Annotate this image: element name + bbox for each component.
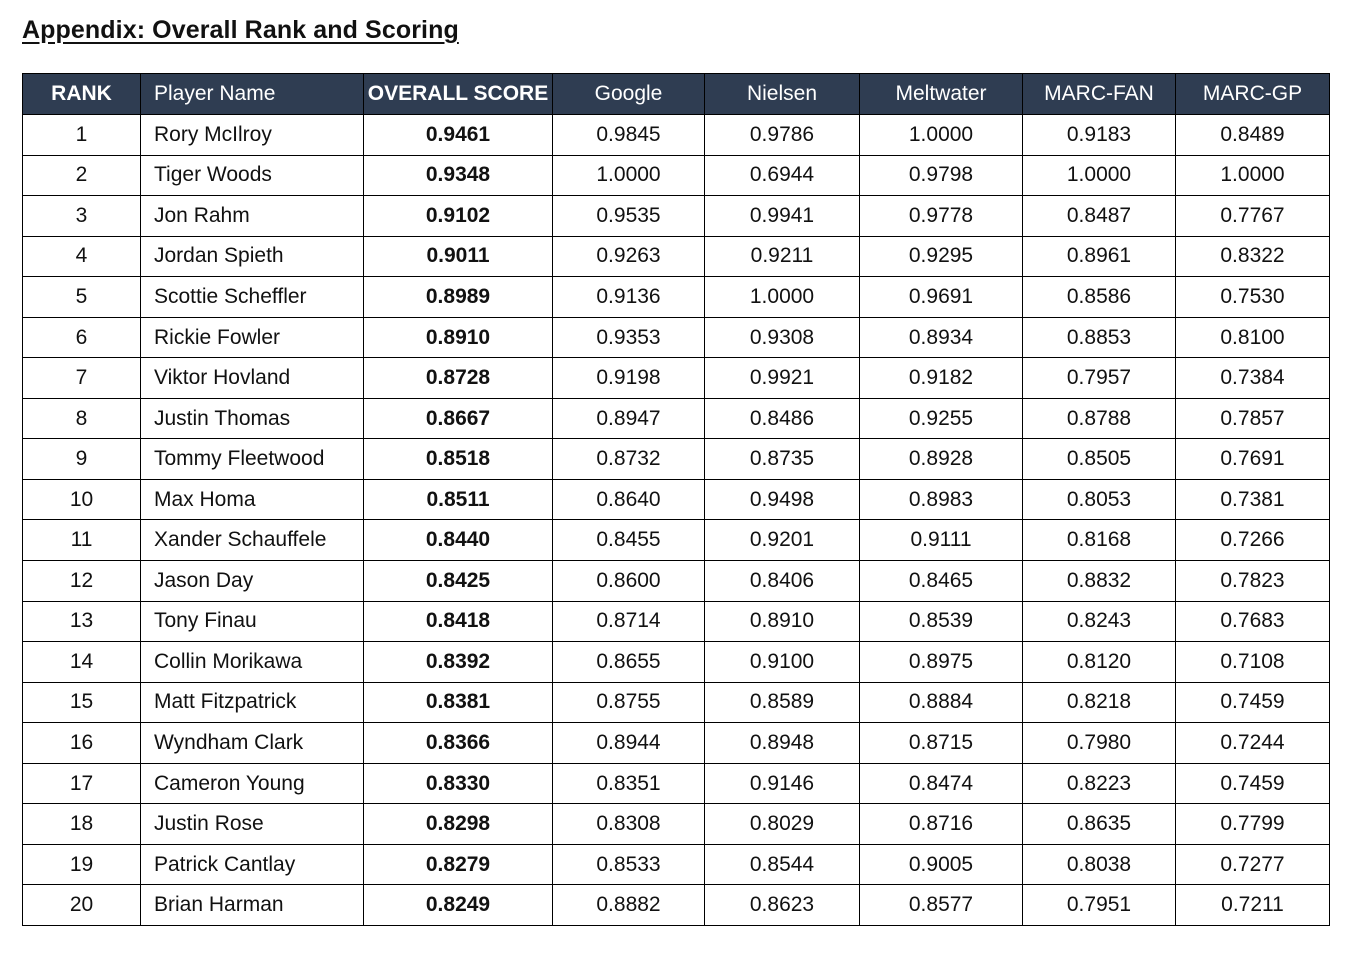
overall-score-cell: 0.8728 [364,358,553,399]
marc-gp-score-cell: 0.7857 [1176,398,1330,439]
meltwater-score-cell: 0.8577 [860,885,1023,926]
marc-fan-score-cell: 1.0000 [1023,155,1176,196]
rank-cell: 6 [23,317,141,358]
header-google: Google [553,74,705,115]
overall-score-cell: 0.9348 [364,155,553,196]
overall-score-cell: 0.8392 [364,642,553,683]
marc-fan-score-cell: 0.8243 [1023,601,1176,642]
table-row [23,317,1330,358]
player-name-cell: Justin Rose [141,804,364,845]
meltwater-score-cell: 0.9111 [860,520,1023,561]
table-row [23,155,1330,196]
header-player-name: Player Name [141,74,364,115]
header-overall-score: OVERALL SCORE [364,74,553,115]
player-name-cell: Jon Rahm [141,196,364,237]
marc-fan-score-cell: 0.8788 [1023,398,1176,439]
rank-cell: 11 [23,520,141,561]
google-score-cell: 0.8308 [553,804,705,845]
marc-fan-score-cell: 0.8853 [1023,317,1176,358]
player-name-cell: Justin Thomas [141,398,364,439]
overall-score-cell: 0.8279 [364,844,553,885]
table-header [23,74,1330,115]
header-marc-fan: MARC-FAN [1023,74,1176,115]
rank-cell: 18 [23,804,141,845]
meltwater-score-cell: 0.9182 [860,358,1023,399]
overall-score-cell: 0.8910 [364,317,553,358]
google-score-cell: 0.8947 [553,398,705,439]
marc-fan-score-cell: 0.7951 [1023,885,1176,926]
marc-fan-score-cell: 0.8487 [1023,196,1176,237]
marc-fan-score-cell: 0.8635 [1023,804,1176,845]
nielsen-score-cell: 0.9146 [705,763,860,804]
header-nielsen: Nielsen [705,74,860,115]
rank-cell: 10 [23,479,141,520]
player-name-cell: Cameron Young [141,763,364,804]
rank-cell: 7 [23,358,141,399]
overall-score-cell: 0.8989 [364,277,553,318]
table-row [23,844,1330,885]
marc-fan-score-cell: 0.8038 [1023,844,1176,885]
meltwater-score-cell: 0.8884 [860,682,1023,723]
marc-gp-score-cell: 0.7381 [1176,479,1330,520]
nielsen-score-cell: 0.8406 [705,561,860,602]
nielsen-score-cell: 0.9941 [705,196,860,237]
overall-score-cell: 0.9102 [364,196,553,237]
table-row [23,601,1330,642]
marc-gp-score-cell: 0.7530 [1176,277,1330,318]
table-row [23,358,1330,399]
marc-fan-score-cell: 0.8120 [1023,642,1176,683]
overall-score-cell: 0.8330 [364,763,553,804]
player-name-cell: Tommy Fleetwood [141,439,364,480]
table-row [23,723,1330,764]
meltwater-score-cell: 0.9778 [860,196,1023,237]
google-score-cell: 1.0000 [553,155,705,196]
table-row [23,236,1330,277]
google-score-cell: 0.8455 [553,520,705,561]
table-row [23,763,1330,804]
google-score-cell: 0.8732 [553,439,705,480]
player-name-cell: Scottie Scheffler [141,277,364,318]
google-score-cell: 0.9136 [553,277,705,318]
rank-cell: 3 [23,196,141,237]
meltwater-score-cell: 0.9005 [860,844,1023,885]
player-name-cell: Tony Finau [141,601,364,642]
nielsen-score-cell: 0.8544 [705,844,860,885]
player-name-cell: Viktor Hovland [141,358,364,399]
overall-score-cell: 0.8381 [364,682,553,723]
marc-gp-score-cell: 0.7691 [1176,439,1330,480]
marc-gp-score-cell: 0.7277 [1176,844,1330,885]
rank-cell: 8 [23,398,141,439]
table-row [23,277,1330,318]
marc-gp-score-cell: 0.7108 [1176,642,1330,683]
nielsen-score-cell: 0.9308 [705,317,860,358]
overall-score-cell: 0.9461 [364,115,553,156]
nielsen-score-cell: 0.9786 [705,115,860,156]
google-score-cell: 0.8714 [553,601,705,642]
nielsen-score-cell: 0.6944 [705,155,860,196]
nielsen-score-cell: 0.8948 [705,723,860,764]
marc-fan-score-cell: 0.7980 [1023,723,1176,764]
marc-gp-score-cell: 0.8100 [1176,317,1330,358]
marc-gp-score-cell: 0.7384 [1176,358,1330,399]
table-row [23,561,1330,602]
overall-score-cell: 0.9011 [364,236,553,277]
overall-score-cell: 0.8418 [364,601,553,642]
rank-cell: 16 [23,723,141,764]
google-score-cell: 0.8944 [553,723,705,764]
marc-gp-score-cell: 0.7459 [1176,682,1330,723]
rank-cell: 20 [23,885,141,926]
nielsen-score-cell: 0.9211 [705,236,860,277]
google-score-cell: 0.8533 [553,844,705,885]
meltwater-score-cell: 0.9255 [860,398,1023,439]
meltwater-score-cell: 0.8465 [860,561,1023,602]
meltwater-score-cell: 0.9798 [860,155,1023,196]
nielsen-score-cell: 0.9498 [705,479,860,520]
rank-cell: 1 [23,115,141,156]
marc-gp-score-cell: 1.0000 [1176,155,1330,196]
player-name-cell: Jordan Spieth [141,236,364,277]
google-score-cell: 0.8655 [553,642,705,683]
table-row [23,682,1330,723]
player-name-cell: Jason Day [141,561,364,602]
player-name-cell: Matt Fitzpatrick [141,682,364,723]
marc-fan-score-cell: 0.8223 [1023,763,1176,804]
marc-gp-score-cell: 0.7459 [1176,763,1330,804]
marc-fan-score-cell: 0.8961 [1023,236,1176,277]
player-name-cell: Rickie Fowler [141,317,364,358]
meltwater-score-cell: 0.8539 [860,601,1023,642]
player-name-cell: Xander Schauffele [141,520,364,561]
nielsen-score-cell: 0.8486 [705,398,860,439]
table-row [23,196,1330,237]
meltwater-score-cell: 0.8975 [860,642,1023,683]
table-row [23,115,1330,156]
player-name-cell: Collin Morikawa [141,642,364,683]
overall-score-cell: 0.8440 [364,520,553,561]
meltwater-score-cell: 0.8934 [860,317,1023,358]
header-marc-gp: MARC-GP [1176,74,1330,115]
marc-gp-score-cell: 0.7211 [1176,885,1330,926]
table-row [23,398,1330,439]
rank-cell: 19 [23,844,141,885]
player-name-cell: Brian Harman [141,885,364,926]
meltwater-score-cell: 0.9691 [860,277,1023,318]
rank-cell: 12 [23,561,141,602]
nielsen-score-cell: 0.8735 [705,439,860,480]
marc-gp-score-cell: 0.8322 [1176,236,1330,277]
ranking-table [22,73,1330,926]
google-score-cell: 0.8351 [553,763,705,804]
nielsen-score-cell: 0.8589 [705,682,860,723]
marc-fan-score-cell: 0.8168 [1023,520,1176,561]
page-title: Appendix: Overall Rank and Scoring [22,16,459,44]
marc-gp-score-cell: 0.8489 [1176,115,1330,156]
nielsen-score-cell: 0.8029 [705,804,860,845]
overall-score-cell: 0.8425 [364,561,553,602]
marc-gp-score-cell: 0.7244 [1176,723,1330,764]
player-name-cell: Rory McIlroy [141,115,364,156]
meltwater-score-cell: 0.8716 [860,804,1023,845]
rank-cell: 4 [23,236,141,277]
google-score-cell: 0.9353 [553,317,705,358]
rank-cell: 14 [23,642,141,683]
nielsen-score-cell: 1.0000 [705,277,860,318]
meltwater-score-cell: 0.8928 [860,439,1023,480]
player-name-cell: Wyndham Clark [141,723,364,764]
player-name-cell: Patrick Cantlay [141,844,364,885]
header-meltwater: Meltwater [860,74,1023,115]
overall-score-cell: 0.8366 [364,723,553,764]
google-score-cell: 0.9845 [553,115,705,156]
marc-gp-score-cell: 0.7823 [1176,561,1330,602]
google-score-cell: 0.8600 [553,561,705,602]
table-row [23,885,1330,926]
meltwater-score-cell: 0.8474 [860,763,1023,804]
overall-score-cell: 0.8511 [364,479,553,520]
marc-fan-score-cell: 0.8505 [1023,439,1176,480]
marc-fan-score-cell: 0.8586 [1023,277,1176,318]
header-rank: RANK [23,74,141,115]
meltwater-score-cell: 1.0000 [860,115,1023,156]
rank-cell: 13 [23,601,141,642]
google-score-cell: 0.9198 [553,358,705,399]
google-score-cell: 0.9263 [553,236,705,277]
rank-cell: 15 [23,682,141,723]
table-row [23,439,1330,480]
nielsen-score-cell: 0.8623 [705,885,860,926]
marc-fan-score-cell: 0.8218 [1023,682,1176,723]
marc-fan-score-cell: 0.8832 [1023,561,1176,602]
meltwater-score-cell: 0.9295 [860,236,1023,277]
marc-gp-score-cell: 0.7683 [1176,601,1330,642]
nielsen-score-cell: 0.9201 [705,520,860,561]
player-name-cell: Tiger Woods [141,155,364,196]
marc-gp-score-cell: 0.7799 [1176,804,1330,845]
table-row [23,520,1330,561]
overall-score-cell: 0.8298 [364,804,553,845]
marc-fan-score-cell: 0.9183 [1023,115,1176,156]
nielsen-score-cell: 0.8910 [705,601,860,642]
rank-cell: 5 [23,277,141,318]
marc-fan-score-cell: 0.8053 [1023,479,1176,520]
marc-gp-score-cell: 0.7266 [1176,520,1330,561]
table-row [23,804,1330,845]
nielsen-score-cell: 0.9921 [705,358,860,399]
overall-score-cell: 0.8667 [364,398,553,439]
rank-cell: 2 [23,155,141,196]
player-name-cell: Max Homa [141,479,364,520]
nielsen-score-cell: 0.9100 [705,642,860,683]
rank-cell: 9 [23,439,141,480]
meltwater-score-cell: 0.8983 [860,479,1023,520]
header-row [23,74,1330,115]
google-score-cell: 0.8882 [553,885,705,926]
table-row [23,479,1330,520]
table-body [23,115,1330,926]
overall-score-cell: 0.8518 [364,439,553,480]
google-score-cell: 0.8640 [553,479,705,520]
rank-cell: 17 [23,763,141,804]
google-score-cell: 0.9535 [553,196,705,237]
meltwater-score-cell: 0.8715 [860,723,1023,764]
marc-gp-score-cell: 0.7767 [1176,196,1330,237]
overall-score-cell: 0.8249 [364,885,553,926]
table-row [23,642,1330,683]
google-score-cell: 0.8755 [553,682,705,723]
marc-fan-score-cell: 0.7957 [1023,358,1176,399]
